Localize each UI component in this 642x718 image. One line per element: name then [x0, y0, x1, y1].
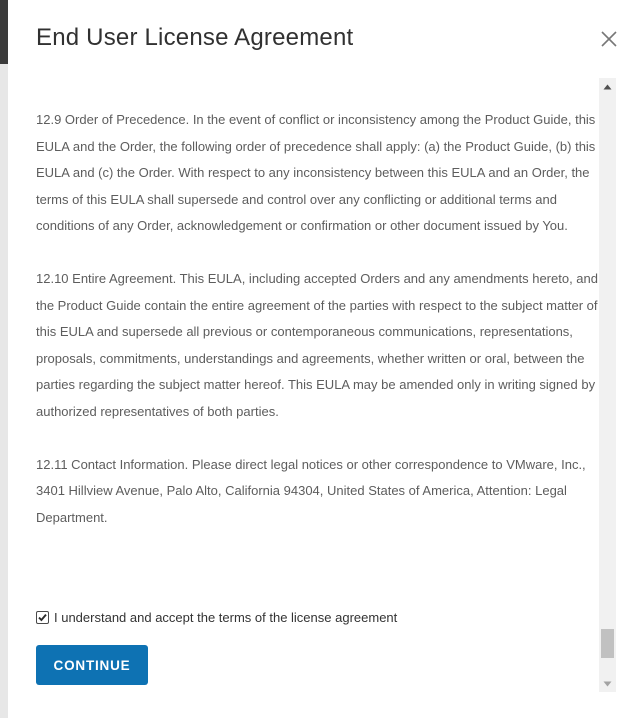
accept-terms-row[interactable]: [36, 610, 397, 625]
eula-paragraph-contact-information: 12.11 Contact Information. Please direct legal notices or other correspondence to VMware, Inc., 3401 Hillview Avenue, Palo Alto, California 94304, United States of America, Attention: Legal Department.: [36, 456, 586, 525]
continue-button[interactable]: CONTINUE: [36, 645, 148, 685]
background-page-edge: [0, 0, 8, 718]
scroll-down-button[interactable]: [599, 675, 616, 692]
accept-terms-label[interactable]: I understand and accept the terms of the license agreement: [54, 610, 398, 625]
background-header-edge: [0, 0, 8, 64]
eula-scroll-area[interactable]: [36, 80, 598, 692]
checkmark-icon: [38, 613, 47, 622]
eula-paragraph-order-of-precedence: 12.9 Order of Precedence. In the event of conflict or inconsistency among the Product Guide, this EULA and the Order, the following order of precedence shall apply: (a) the Product Guide, (b) this EULA and (c) the Order. With respect to any inconsistency between this EULA and an Order, the terms of this EULA shall supersede and control over any conflicting or additional terms and conditions of any Order, acknowledgement or confirmation or other document issued by You.: [36, 112, 596, 234]
accept-terms-checkbox[interactable]: [36, 611, 49, 624]
close-button[interactable]: [596, 26, 622, 52]
scroll-up-arrow-icon: [603, 84, 612, 90]
eula-paragraph-entire-agreement: 12.10 Entire Agreement. This EULA, including accepted Orders and any amendments hereto, and the Product Guide contain the entire agreement of the parties with respect to the subject matter of this EULA and supersede all previous or contemporaneous communications, representations, proposals, commitments, understandings and agreements, whether written or oral, between the parties regarding the subject matter hereof. This EULA may be amended only in writing signed by authorized representatives of both parties.: [36, 270, 598, 419]
eula-dialog: [8, 0, 642, 718]
dialog-title: End User License Agreement: [36, 24, 354, 51]
eula-text: [36, 80, 598, 531]
scroll-down-arrow-icon: [603, 681, 612, 687]
scroll-thumb[interactable]: [601, 629, 614, 658]
vertical-scrollbar[interactable]: [599, 78, 616, 692]
close-icon: [596, 26, 622, 52]
scroll-up-button[interactable]: [599, 78, 616, 95]
